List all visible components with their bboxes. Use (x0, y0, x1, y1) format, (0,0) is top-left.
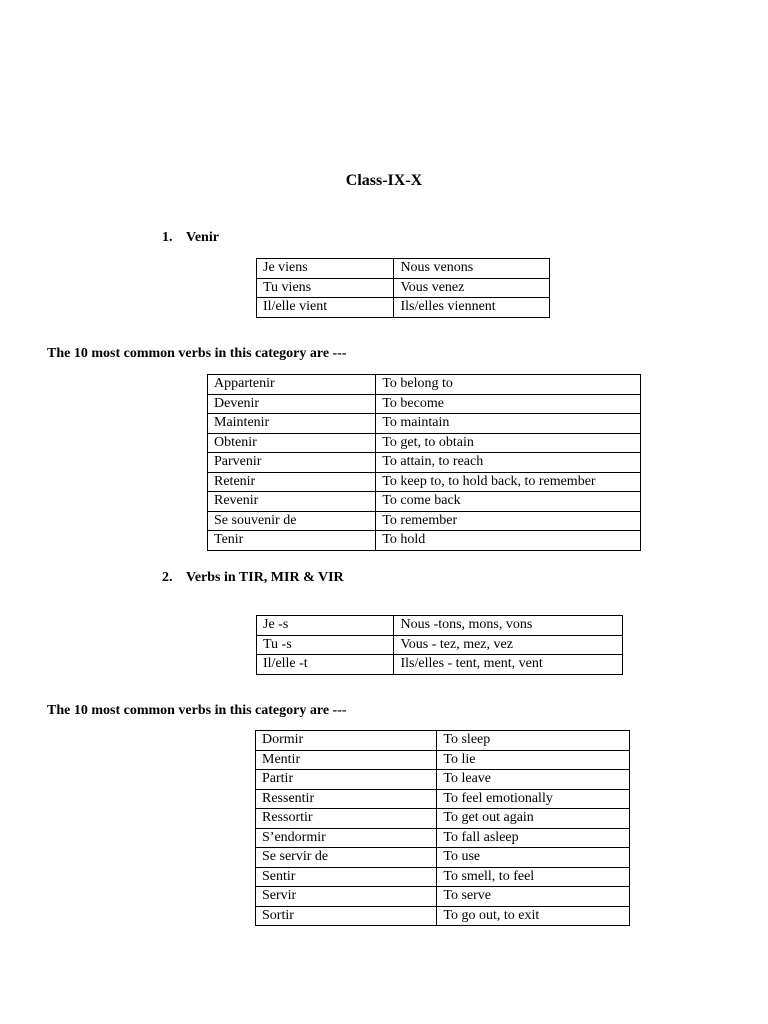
table-row (256, 789, 630, 809)
table-row (256, 731, 630, 751)
table-cell-english: Vous venez (394, 278, 550, 298)
table-cell-english: Ils/elles viennent (394, 298, 550, 318)
table-cell-english: To become (376, 394, 641, 414)
table-row (256, 906, 630, 926)
table-cell-english: To leave (437, 770, 630, 790)
table-cell-english: To keep to, to hold back, to remember (376, 472, 641, 492)
table-cell-french: Dormir (256, 731, 437, 751)
table-row (256, 867, 630, 887)
section-2-number: 2. (162, 570, 173, 585)
table-cell-english: To sleep (437, 731, 630, 751)
table-row (257, 259, 550, 279)
table-cell-english: To hold (376, 531, 641, 551)
table-cell-french: Se servir de (256, 848, 437, 868)
table-row (257, 278, 550, 298)
table-cell-french: Devenir (208, 394, 376, 414)
table-cell-french: Sortir (256, 906, 437, 926)
table-row (208, 394, 641, 414)
section-1-common-heading: The 10 most common verbs in this category are --- (47, 346, 347, 361)
table-cell-english: To come back (376, 492, 641, 512)
table-cell-french: Se souvenir de (208, 511, 376, 531)
table-cell-french: Tu viens (257, 278, 394, 298)
table-cell-english: To remember (376, 511, 641, 531)
table-cell-english: To feel emotionally (437, 789, 630, 809)
table-row (257, 298, 550, 318)
table-cell-english: To serve (437, 887, 630, 907)
table-cell-english: To smell, to feel (437, 867, 630, 887)
table-row (208, 414, 641, 434)
table-cell-english: Ils/elles - tent, ment, vent (394, 655, 623, 675)
section-2-title: Verbs in TIR, MIR & VIR (186, 570, 344, 585)
table-row (256, 887, 630, 907)
table-row (208, 375, 641, 395)
tir-mir-vir-conjugation-table (256, 615, 623, 675)
table-row (257, 616, 623, 636)
table-cell-french: Ressortir (256, 809, 437, 829)
venir-conjugation-table (256, 258, 550, 318)
table-cell-french: Je -s (257, 616, 394, 636)
table-row (256, 809, 630, 829)
table-cell-french: Servir (256, 887, 437, 907)
table-cell-english: To use (437, 848, 630, 868)
table-cell-french: Partir (256, 770, 437, 790)
table-cell-french: Maintenir (208, 414, 376, 434)
table-row (257, 635, 623, 655)
tir-mir-vir-common-verbs-table (255, 730, 630, 926)
table-row (256, 828, 630, 848)
table-cell-english: Vous - tez, mez, vez (394, 635, 623, 655)
table-cell-english: To attain, to reach (376, 453, 641, 473)
section-1-number: 1. (162, 230, 173, 245)
table-cell-french: Ressentir (256, 789, 437, 809)
table-row (256, 770, 630, 790)
table-cell-english: To fall asleep (437, 828, 630, 848)
table-row (208, 531, 641, 551)
table-cell-english: Nous venons (394, 259, 550, 279)
table-cell-french: Appartenir (208, 375, 376, 395)
table-cell-french: Mentir (256, 750, 437, 770)
table-cell-english: To go out, to exit (437, 906, 630, 926)
table-cell-english: To get, to obtain (376, 433, 641, 453)
table-cell-english: To belong to (376, 375, 641, 395)
table-row (208, 492, 641, 512)
table-cell-english: To maintain (376, 414, 641, 434)
table-row (208, 511, 641, 531)
table-cell-french: S’endormir (256, 828, 437, 848)
table-cell-french: Il/elle -t (257, 655, 394, 675)
table-row (208, 453, 641, 473)
table-row (208, 472, 641, 492)
table-cell-english: Nous -tons, mons, vons (394, 616, 623, 636)
table-row (257, 655, 623, 675)
table-row (208, 433, 641, 453)
table-cell-french: Tu -s (257, 635, 394, 655)
table-cell-english: To lie (437, 750, 630, 770)
table-cell-french: Parvenir (208, 453, 376, 473)
venir-common-verbs-table (207, 374, 641, 551)
table-cell-french: Sentir (256, 867, 437, 887)
table-cell-french: Il/elle vient (257, 298, 394, 318)
table-cell-french: Obtenir (208, 433, 376, 453)
table-cell-french: Je viens (257, 259, 394, 279)
table-cell-french: Retenir (208, 472, 376, 492)
table-cell-french: Tenir (208, 531, 376, 551)
section-1-heading (162, 230, 219, 246)
table-cell-french: Revenir (208, 492, 376, 512)
section-2-heading (162, 570, 344, 586)
table-row (256, 848, 630, 868)
page-title: Class-IX-X (345, 172, 423, 189)
section-2-common-heading: The 10 most common verbs in this category are --- (47, 703, 347, 718)
section-1-title: Venir (186, 230, 219, 245)
table-row (256, 750, 630, 770)
table-cell-english: To get out again (437, 809, 630, 829)
